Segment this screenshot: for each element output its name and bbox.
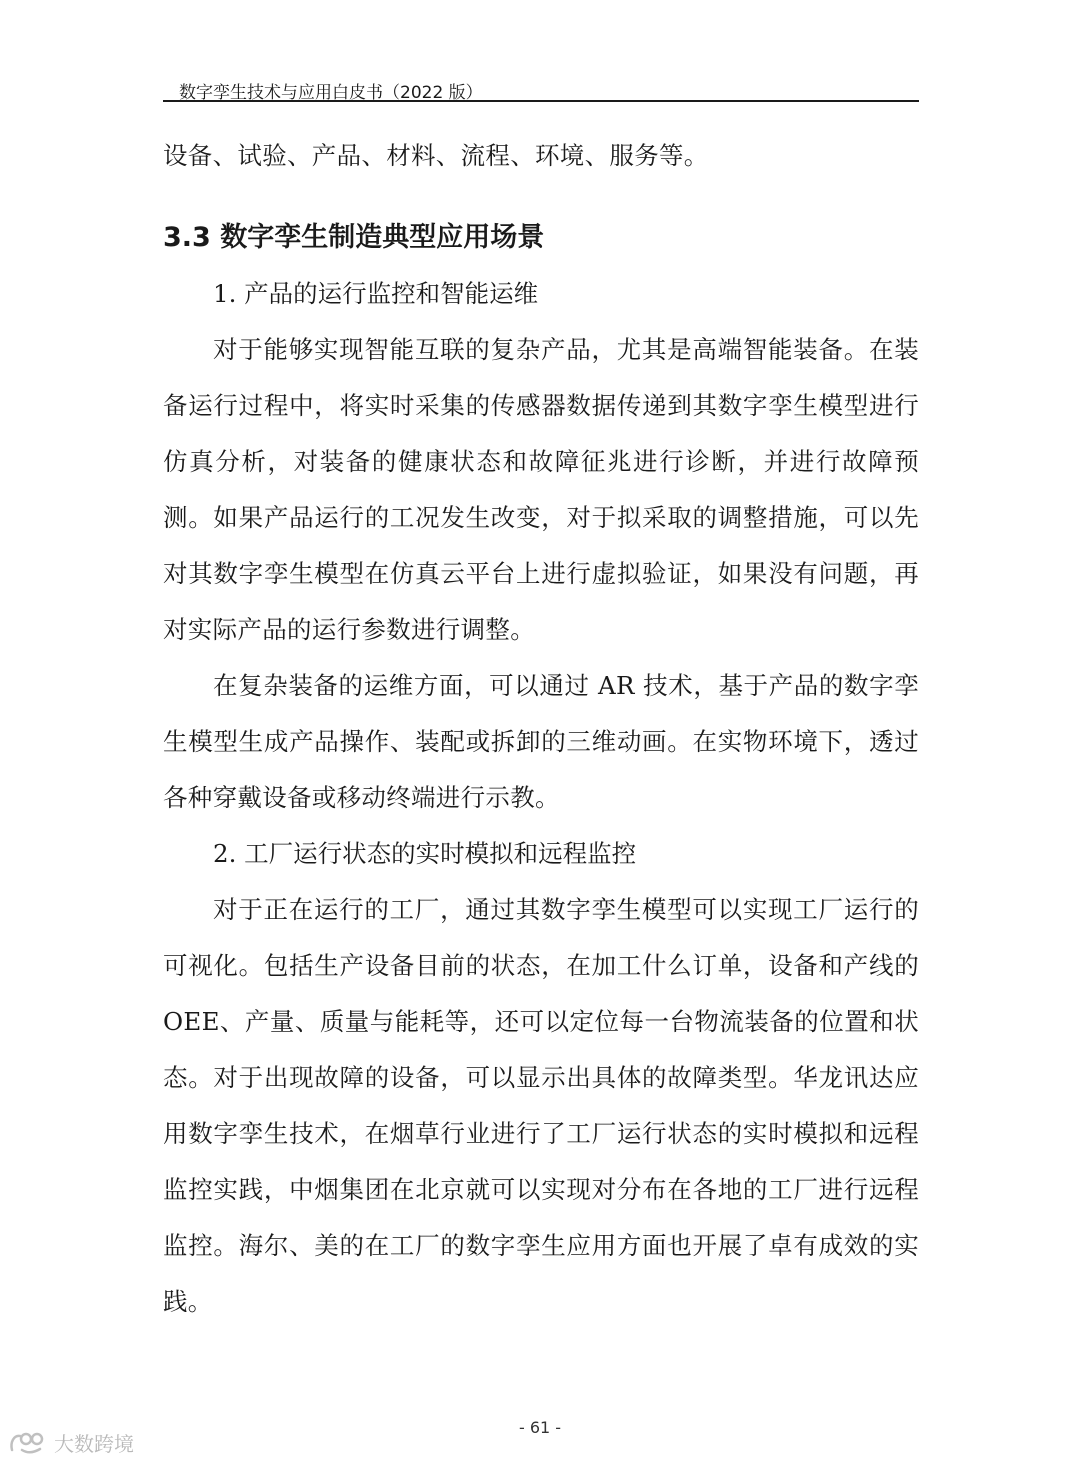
- paragraph-1-2: 在复杂装备的运维方面，可以通过 AR 技术，基于产品的数字孪生模型生成产品操作、装配或拆卸的三维动画。在实物环境下，透过各种穿戴设备或移动终端进行示教。: [163, 671, 919, 812]
- intro-line: 设备、试验、产品、材料、流程、环境、服务等。: [163, 141, 709, 170]
- watermark-logo-icon: [8, 1430, 50, 1456]
- page-number: - 61 -: [518, 1418, 562, 1437]
- paragraph-2-1: 对于正在运行的工厂，通过其数字孪生模型可以实现工厂运行的可视化。包括生产设备目前的状态，在加工什么订单，设备和产线的OEE、产量、质量与能耗等，还可以定位每一台物流装备的位置和状态。对于出现故障的设备，可以显示出具体的故障类型。华龙讯达应用数字孪生技术，在烟草行业进行了工厂运行状态的实时模拟和远程监控实践，中烟集团在北京就可以实现对分布在各地的工厂进行远程监控。海尔、美的在工厂的数字孪生应用方面也开展了卓有成效的实践。: [163, 895, 919, 1316]
- watermark: [8, 1428, 134, 1457]
- watermark-text: 大数跨境: [54, 1432, 134, 1456]
- paragraph-1-1: 对于能够实现智能互联的复杂产品，尤其是高端智能装备。在装备运行过程中，将实时采集的传感器数据传递到其数字孪生模型进行仿真分析，对装备的健康状态和故障征兆进行诊断，并进行故障预测。如果产品运行的工况发生改变，对于拟采取的调整措施，可以先对其数字孪生模型在仿真云平台上进行虚拟验证，如果没有问题，再对实际产品的运行参数进行调整。: [163, 335, 919, 644]
- section-title: 3.3 数字孪生制造典型应用场景: [163, 222, 545, 253]
- page-header: [163, 70, 919, 102]
- item-title-1: 1. 产品的运行监控和智能运维: [213, 279, 539, 308]
- item-title-2: 2. 工厂运行状态的实时模拟和远程监控: [213, 839, 637, 868]
- header-title: 数字孪生技术与应用白皮书（2022 版）: [179, 83, 483, 103]
- page-content: [163, 128, 919, 1330]
